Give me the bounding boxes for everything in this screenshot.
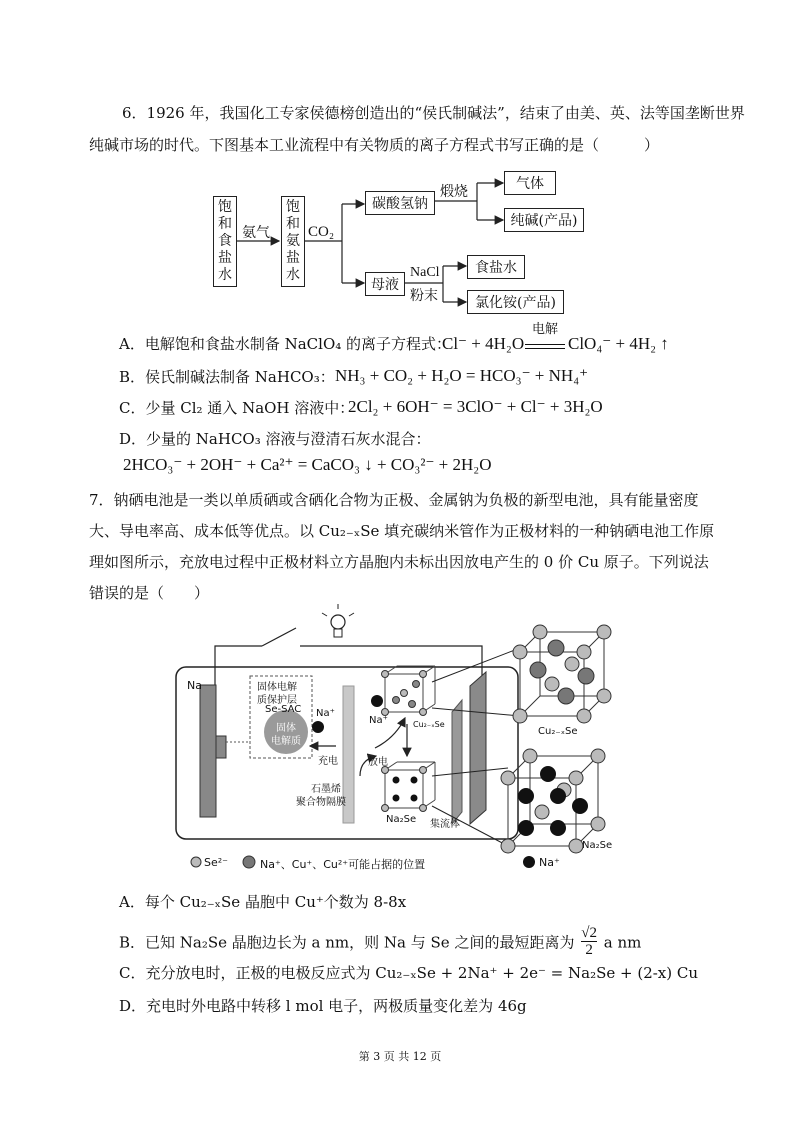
legend-na-label: Na⁺ [539, 856, 560, 869]
legend-sites-icon [243, 856, 255, 868]
q7-option-b-pre: B．已知 Na₂Se 晶胞边长为 a nm，则 Na 与 Se 之间的最短距离为 [119, 933, 575, 952]
q6-option-c-eq: 2Cl₂ + 6OH⁻ = 3ClO⁻ + Cl⁻ + 3H₂O [348, 397, 603, 416]
q7-option-a: A．每个 Cu₂₋ₓSe 晶胞中 Cu⁺个数为 8-8x [119, 893, 407, 911]
bulb-base-icon [334, 629, 342, 637]
label-discharge: 放电 [368, 757, 388, 768]
label-charge: 充电 [318, 756, 338, 767]
box-mother-liquor: 母液 [365, 272, 405, 296]
label-na2se-big: Na₂Se [582, 840, 613, 851]
label-solid-electrolyte-2: 电解质 [271, 736, 301, 747]
box-sodium-bicarbonate: 碳酸氢钠 [365, 191, 435, 215]
bulb-icon [331, 615, 345, 629]
q7-option-b [119, 927, 641, 960]
q7-stem-line2: 大、导电率高、成本低等优点。以 Cu₂₋ₓSe 填充碳纳米管作为正极材料的一种钠硒电池工作原 [89, 522, 715, 540]
legend-se-icon [191, 857, 201, 867]
q6-option-a-text: A．电解饱和食盐水制备 NaClO₄ 的离子方程式： [119, 335, 452, 353]
label-cu2xse-big: Cu₂₋ₓSe [538, 726, 578, 737]
label-na-plus: Na⁺ [316, 708, 335, 719]
char: 氨 [286, 233, 300, 249]
label-co2: CO₂ [308, 224, 335, 240]
label-collector: 集流体 [430, 819, 460, 830]
label-protect-layer-2: 质保护层 [257, 695, 297, 706]
q6-option-a-eq-right: ClO₄⁻ + 4H₂ ↑ [568, 334, 669, 353]
fraction-denominator: 2 [585, 942, 593, 958]
wire-left [215, 646, 262, 685]
char: 和 [218, 216, 232, 232]
q7-stem-line4: 错误的是（ ） [89, 584, 210, 602]
char: 饱 [218, 199, 232, 215]
q7-option-b-post: a nm [603, 933, 642, 952]
box-brine: 食盐水 [467, 255, 525, 279]
small-cell-na2se [382, 762, 436, 812]
q7-stem-line3: 理如图所示，充放电过程中正极材料立方晶胞内未标出因放电产生的 0 价 Cu 原子。下列说法 [89, 553, 709, 571]
q6-stem-line1: 6．1926 年，我国化工专家侯德榜创造出的“侯氏制碱法”，结束了由美、英、法等国垄断世界 [122, 104, 745, 122]
na-anode [200, 685, 216, 817]
q7-option-c: C．充分放电时，正极的电极反应式为 Cu₂₋ₓSe + 2Na⁺ + 2e⁻ = Na₂Se + (2-x) Cu [119, 964, 699, 982]
wire-right [300, 646, 482, 685]
na-ion-icon [371, 695, 383, 707]
box-ammonium-chloride: 氯化铵(产品) [467, 290, 564, 314]
page-footer: 第 3 页 共 12 页 [358, 1050, 442, 1063]
label-separator-1: 石墨烯 [311, 784, 341, 795]
label-se-sac: Se-SAC [265, 704, 302, 715]
char: 盐 [218, 250, 232, 266]
q6-option-d-text: D．少量的 NaHCO₃ 溶液与澄清石灰水混合： [119, 430, 431, 448]
cathode [470, 672, 486, 824]
q6-stem-line2: 纯碱市场的时代。下图基本工业流程中有关物质的离子方程式书写正确的是（ ） [89, 136, 660, 154]
label-ammonia: 氨气 [242, 225, 270, 241]
na-anode-tab [216, 736, 226, 758]
bulb-ray-icon [322, 613, 327, 616]
box-gas: 气体 [504, 171, 556, 195]
q6-option-b-text: B．侯氏制碱法制备 NaHCO₃： [119, 368, 335, 386]
q6-option-c-text: C．少量 Cl₂ 通入 NaOH 溶液中： [119, 399, 355, 417]
q7-option-d: D．充电时外电路中转移 l mol 电子，两极质量变化差为 46g [119, 997, 527, 1015]
char: 盐 [286, 250, 300, 266]
q6-option-d-eq: 2HCO₃⁻ + 2OH⁻ + Ca²⁺ = CaCO₃ ↓ + CO₃²⁻ + 2H₂O [123, 455, 492, 474]
label-calcine: 煅烧 [440, 184, 468, 200]
q6-option-a-condition: 电解 [532, 322, 559, 337]
label-cu2xse-small: Cu₂₋ₓSe [413, 720, 445, 729]
legend-na-icon [523, 856, 535, 868]
char: 饱 [286, 199, 300, 215]
label-powder: 粉末 [410, 288, 438, 304]
na-ion-icon [312, 721, 324, 733]
leader-line [432, 648, 520, 682]
label-protect-layer-1: 固体电解 [257, 682, 297, 693]
small-cell-cu2xse [382, 666, 436, 716]
char: 水 [218, 267, 232, 283]
fraction-numerator: √2 [581, 925, 597, 941]
char: 食 [218, 233, 232, 249]
legend-se-label: Se²⁻ [204, 856, 228, 869]
label-na: Na [187, 679, 202, 692]
q7-stem-line1: 7．钠硒电池是一类以单质硒或含硒化合物为正极、金属钠为负极的新型电池，具有能量密度 [89, 491, 699, 509]
bulb-ray-icon [349, 613, 354, 616]
box-soda-ash: 纯碱(产品) [504, 208, 584, 232]
label-na-plus-2: Na⁺ [369, 715, 388, 726]
label-na2se-small: Na₂Se [386, 814, 417, 825]
label-solid-electrolyte-1: 固体 [276, 723, 296, 734]
switch-icon [262, 628, 296, 646]
fraction [581, 925, 597, 958]
label-nacl: NaCl [410, 265, 440, 280]
q6-option-b-eq: NH₃ + CO₂ + H₂O = HCO₃⁻ + NH₄⁺ [335, 366, 589, 385]
char: 和 [286, 216, 300, 232]
big-cell-na2se [501, 749, 605, 853]
big-cell-cu2xse [513, 625, 611, 723]
char: 水 [286, 267, 300, 283]
current-collector [452, 700, 462, 824]
legend-sites-label: Na⁺、Cu⁺、Cu²⁺可能占据的位置 [260, 858, 426, 871]
label-separator-2: 聚合物隔膜 [296, 797, 346, 808]
q6-option-a-eq-left: Cl⁻ + 4H₂O [442, 334, 525, 353]
